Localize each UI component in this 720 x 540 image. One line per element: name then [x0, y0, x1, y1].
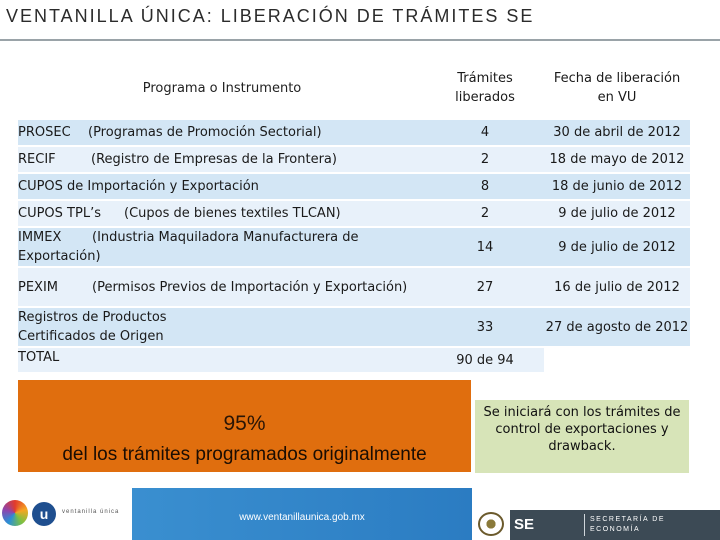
program-code: CUPOS de Importación y Exportación: [18, 179, 259, 194]
se-divider: [584, 514, 585, 536]
table-row: [18, 146, 690, 173]
swirl-logo-icon: [2, 500, 28, 526]
program-desc: (Permisos Previos de Importación y Exportación): [92, 279, 408, 295]
table-row: [18, 200, 690, 227]
date-cell: 18 de mayo de 2012: [544, 146, 690, 173]
program-cell: [18, 173, 426, 200]
program-cell: [18, 200, 426, 227]
released-cell: 33: [426, 307, 544, 347]
total-date: [544, 347, 690, 373]
total-row: [18, 347, 690, 373]
table-row: [18, 307, 690, 347]
se-banner: [510, 510, 720, 540]
date-cell: 18 de junio de 2012: [544, 173, 690, 200]
program-cell: [18, 227, 426, 267]
program-cell: [18, 307, 426, 347]
program-code: IMMEX: [18, 230, 62, 245]
table-header-row: [18, 58, 690, 119]
released-cell: 14: [426, 227, 544, 267]
program-desc: (Cupos de bienes textiles TLCAN): [124, 206, 341, 221]
table-row: [18, 119, 690, 146]
u-logo-icon: u: [32, 502, 56, 526]
total-released: 90 de 94: [426, 347, 544, 373]
released-cell: 4: [426, 119, 544, 146]
note-text: Se iniciará con los trámites de control de exportaciones y drawback.: [483, 405, 681, 454]
released-cell: 2: [426, 200, 544, 227]
program-code: Registros de Productos Certificados de Origen: [18, 310, 167, 344]
program-cell: [18, 119, 426, 146]
program-code: PEXIM: [18, 279, 59, 295]
released-cell: 27: [426, 267, 544, 307]
summary-label: del los trámites programados originalmente: [62, 444, 427, 465]
program-desc: (Industria Maquiladora Manufacturera de Exportación): [18, 230, 359, 264]
date-cell: 30 de abril de 2012: [544, 119, 690, 146]
program-code: RECIF: [18, 152, 56, 167]
date-cell: 9 de julio de 2012: [544, 227, 690, 267]
program-cell: [18, 267, 426, 307]
vu-logo-text: ventanilla única: [62, 509, 120, 515]
table-row: [18, 227, 690, 267]
header-released: Trámites liberados: [426, 58, 544, 119]
summary-percent: 95%: [223, 412, 266, 435]
coat-of-arms-icon: [478, 512, 504, 536]
se-logo-area: [472, 488, 720, 540]
se-short: SE: [514, 516, 535, 533]
release-table: [18, 58, 690, 374]
header-program: Programa o Instrumento: [18, 58, 426, 119]
table-row: [18, 173, 690, 200]
page-title: VENTANILLA ÚNICA: LIBERACIÓN DE TRÁMITES SE: [6, 6, 535, 26]
se-name: SECRETARÍA DE ECONOMÍA: [590, 516, 665, 533]
program-desc: (Programas de Promoción Sectorial): [88, 125, 322, 140]
program-desc: (Registro de Empresas de la Frontera): [91, 152, 337, 167]
header-date: Fecha de liberación en VU: [544, 58, 690, 119]
program-cell: [18, 146, 426, 173]
note-box: [475, 400, 689, 473]
footer-url[interactable]: www.ventanillaunica.gob.mx: [239, 512, 365, 523]
total-label: TOTAL: [18, 347, 426, 373]
released-cell: 8: [426, 173, 544, 200]
vu-logo-area: [0, 488, 132, 540]
summary-box: [18, 380, 471, 472]
date-cell: 9 de julio de 2012: [544, 200, 690, 227]
date-cell: 27 de agosto de 2012: [544, 307, 690, 347]
table-row: [18, 267, 690, 307]
released-cell: 2: [426, 146, 544, 173]
footer-bar: [0, 488, 720, 540]
program-code: PROSEC: [18, 125, 71, 140]
title-divider: [0, 39, 720, 41]
date-cell: 16 de julio de 2012: [544, 267, 690, 307]
footer-url-area: [132, 488, 472, 540]
program-code: CUPOS TPL’s: [18, 206, 101, 221]
